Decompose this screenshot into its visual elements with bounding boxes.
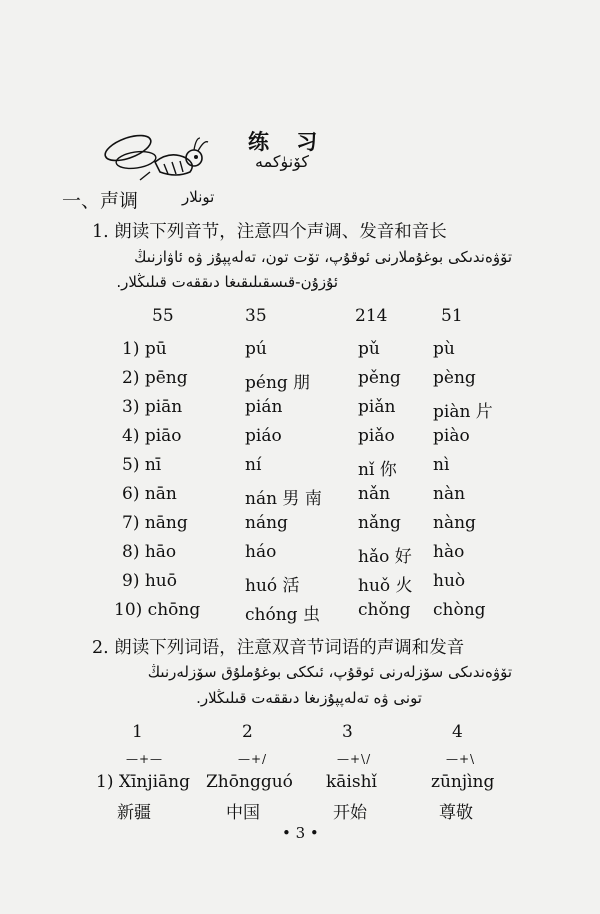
syllable-row (0, 513, 600, 541)
tone-pattern: —+\/ (337, 752, 372, 766)
tone-pattern: —+— (126, 752, 164, 766)
exercise-1-uyghur-line-2: ئۇزۇن-قىسقىلىقىغا دىققەت قىلىڭلار. (116, 273, 338, 291)
tone-header: 51 (441, 306, 463, 326)
syllable-cell: chòng (433, 600, 486, 620)
word-hanzi-row (0, 798, 600, 826)
word-hanzi: 新疆 (117, 803, 151, 823)
syllable-cell: chǒng (358, 600, 411, 620)
syllable-cell: pěng (358, 368, 401, 388)
syllable-cell: 6) nān (122, 484, 177, 504)
syllable-cell: náng (245, 513, 288, 533)
syllable-cell: 1) pū (122, 339, 167, 359)
syllable-row (0, 368, 600, 396)
exercise-title: 练 习 (248, 129, 328, 154)
syllable-cell: ní (245, 455, 262, 475)
bee-illustration (100, 124, 210, 184)
syllable-cell: pù (433, 339, 455, 359)
syllable-cell: 9) huō (122, 571, 177, 591)
word-column-header: 4 (452, 722, 463, 742)
syllable-row (0, 571, 600, 599)
syllable-cell: nàng (433, 513, 476, 533)
syllable-cell: nàn (433, 484, 466, 504)
section-heading-uyghur: تونلار (182, 188, 215, 206)
syllable-cell: piǎo (358, 426, 395, 446)
tone-header: 35 (245, 306, 267, 326)
exercise-title-uyghur: كۆنۈكمە (255, 152, 310, 171)
syllable-cell: huǒ 火 (358, 576, 413, 596)
word-hanzi: 开始 (333, 803, 367, 823)
tone-header: 214 (355, 306, 388, 326)
syllable-row (0, 339, 600, 367)
syllable-row (0, 455, 600, 483)
page-number: • 3 • (282, 824, 319, 842)
syllable-cell: pú (245, 339, 267, 359)
syllable-row (0, 484, 600, 512)
syllable-cell: nǐ 你 (358, 460, 397, 480)
word-column-header: 2 (242, 722, 253, 742)
syllable-cell: piào (433, 426, 470, 446)
exercise-1-instruction: 1. 朗读下列音节，注意四个声调、发音和音长 (92, 222, 447, 242)
tone-header: 55 (152, 306, 174, 326)
syllable-cell: nǎng (358, 513, 401, 533)
syllable-cell: 5) nī (122, 455, 162, 475)
tone-pattern: —+/ (238, 752, 268, 766)
syllable-row (0, 600, 600, 628)
syllable-cell: háo (245, 542, 277, 562)
syllable-cell: nán 男 南 (245, 489, 322, 509)
syllable-row (0, 397, 600, 425)
word-pinyin: zūnjìng (431, 772, 495, 792)
exercise-2-uyghur-line-2: تونى ۋە تەلەپپۇزىغا دىققەت قىلىڭلار. (196, 689, 422, 707)
syllable-row (0, 426, 600, 454)
syllable-cell: hǎo 好 (358, 547, 412, 567)
syllable-cell: huò (433, 571, 466, 591)
word-column-header-row (0, 722, 600, 750)
exercise-2-instruction: 2. 朗读下列词语，注意双音节词语的声调和发音 (92, 638, 465, 658)
syllable-cell: pǔ (358, 339, 380, 359)
word-hanzi: 中国 (226, 803, 260, 823)
syllable-cell: piǎn (358, 397, 396, 417)
syllable-cell: 4) piāo (122, 426, 182, 446)
word-pinyin: kāishǐ (326, 772, 377, 792)
syllable-cell: 2) pēng (122, 368, 188, 388)
syllable-cell: 8) hāo (122, 542, 177, 562)
syllable-cell: 7) nāng (122, 513, 188, 533)
word-column-header: 3 (342, 722, 353, 742)
word-hanzi: 尊敬 (439, 803, 473, 823)
exercise-2-uyghur-line-1: تۆۋەندىكى سۆزلەرنى ئوقۇپ، ئىككى بوغۇملۇق سۆزلەرنىڭ (147, 663, 512, 681)
section-heading: 一、声调 (62, 190, 139, 212)
word-pinyin-row (0, 772, 600, 800)
syllable-row (0, 542, 600, 570)
syllable-cell: piáo (245, 426, 282, 446)
syllable-cell: pèng (433, 368, 476, 388)
word-column-header: 1 (132, 722, 143, 742)
syllable-cell: nǎn (358, 484, 391, 504)
syllable-cell: péng 朋 (245, 373, 311, 393)
word-pinyin: Zhōngguó (206, 772, 293, 792)
exercise-1-uyghur-line-1: تۆۋەندىكى بوغۇملارنى ئوقۇپ، تۆت تون، تەلەپپۇز ۋە ئاۋازنىڭ (134, 248, 512, 266)
syllable-cell: hào (433, 542, 465, 562)
syllable-cell: chóng 虫 (245, 605, 320, 625)
syllable-cell: huó 活 (245, 576, 300, 596)
syllable-cell: 10) chōng (114, 600, 201, 620)
word-pinyin: 1) Xīnjiāng (96, 772, 191, 792)
syllable-cell: nì (433, 455, 450, 475)
syllable-cell: piàn 片 (433, 402, 493, 422)
syllable-cell: pián (245, 397, 283, 417)
tone-header-row (0, 306, 600, 334)
syllable-cell: 3) piān (122, 397, 183, 417)
tone-pattern: —+\ (446, 752, 476, 766)
